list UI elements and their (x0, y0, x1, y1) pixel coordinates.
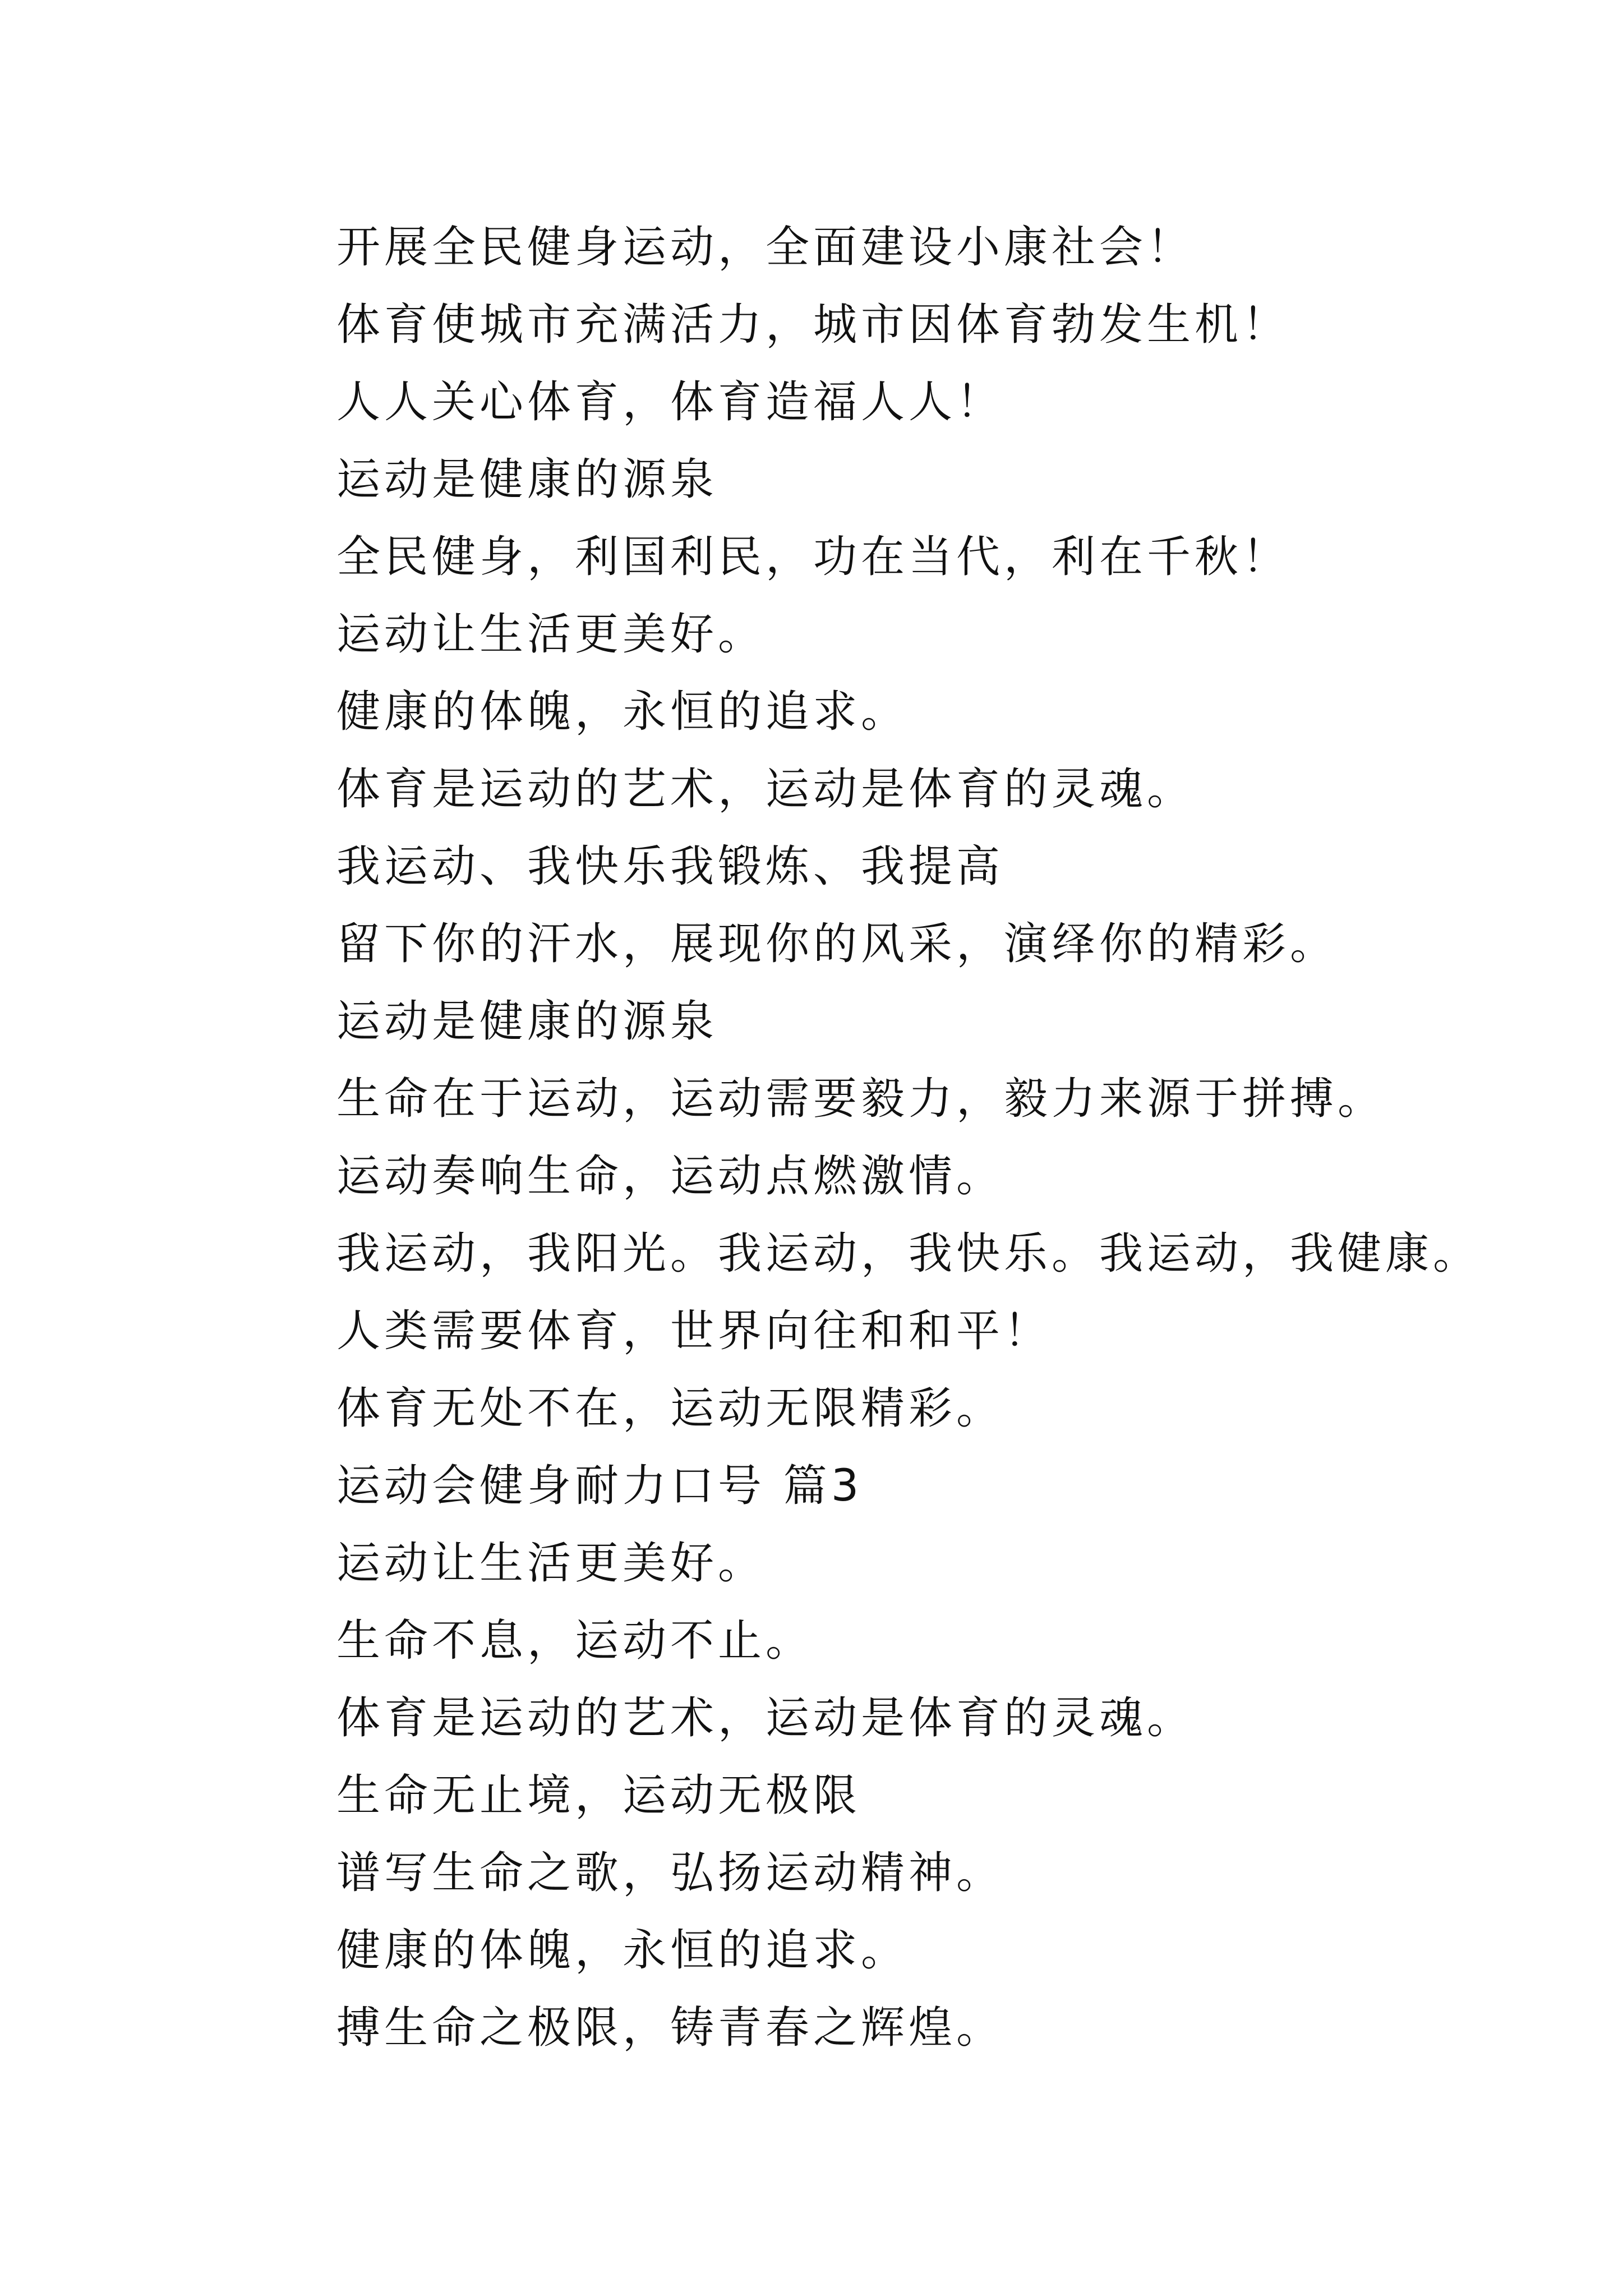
slogan-line: 健康的体魄，永恒的追求。 (336, 1925, 909, 1976)
slogan-line: 生命不息，运动不止。 (336, 1616, 814, 1666)
section-heading: 运动会健身耐力口号 篇3 (336, 1461, 863, 1511)
slogan-line: 体育是运动的艺术，运动是体育的灵魂。 (336, 764, 1195, 815)
slogan-line: 健康的体魄，永恒的追求。 (336, 687, 909, 737)
slogan-line: 我运动，我阳光。我运动，我快乐。我运动，我健康。 (336, 1228, 1481, 1279)
slogan-line: 生命在于运动，运动需要毅力，毅力来源于拼搏。 (336, 1074, 1386, 1124)
slogan-line: 留下你的汗水，展现你的风采，演绎你的精彩。 (336, 919, 1338, 969)
slogan-line: 人类需要体育，世界向往和和平！ (336, 1306, 1052, 1356)
slogan-line: 生命无止境，运动无极限 (336, 1770, 861, 1821)
slogan-line: 人人关心体育，体育造福人人！ (336, 377, 1004, 427)
slogan-line: 运动让生活更美好。 (336, 609, 766, 660)
slogan-line: 谱写生命之歌，弘扬运动精神。 (336, 1848, 1004, 1898)
slogan-line: 我运动、我快乐我锻炼、我提高 (336, 841, 1004, 892)
slogan-line: 体育使城市充满活力，城市因体育勃发生机！ (336, 300, 1290, 350)
slogan-line: 全民健身，利国利民，功在当代，利在千秋！ (336, 532, 1290, 582)
slogan-line: 运动是健康的源泉 (336, 454, 718, 505)
slogan-line: 体育无处不在，运动无限精彩。 (336, 1383, 1004, 1434)
slogan-line: 运动奏响生命，运动点燃激情。 (336, 1151, 1004, 1202)
slogan-line: 运动是健康的源泉 (336, 996, 718, 1047)
slogan-line: 开展全民健身运动，全面建设小康社会！ (336, 222, 1195, 273)
slogan-line: 运动让生活更美好。 (336, 1538, 766, 1589)
slogan-list (336, 209, 1486, 2067)
slogan-line: 搏生命之极限，铸青春之辉煌。 (336, 2003, 1004, 2053)
slogan-line: 体育是运动的艺术，运动是体育的灵魂。 (336, 1693, 1195, 1743)
